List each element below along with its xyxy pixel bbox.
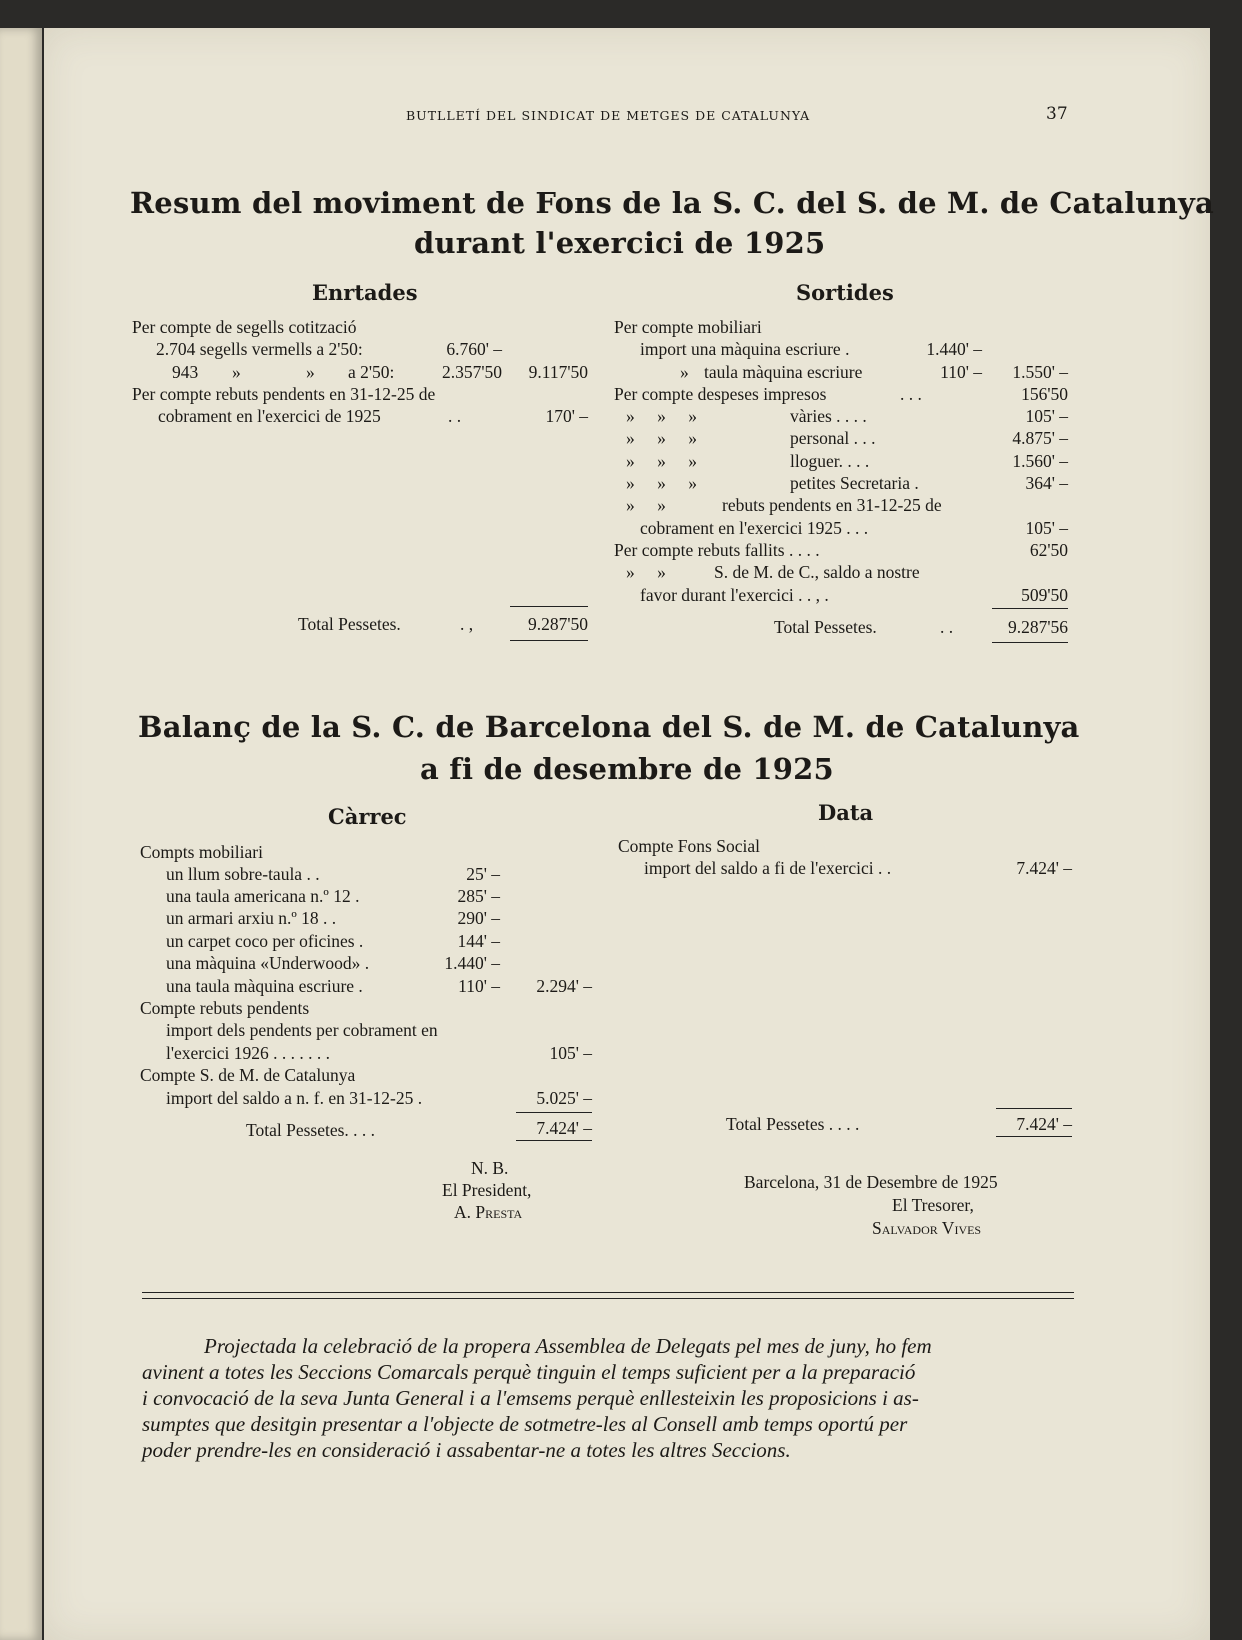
carrec-amount: 144' – <box>457 931 500 951</box>
carrec-amount: 285' – <box>457 886 500 906</box>
entrades-amount: 2.357'50 <box>441 362 502 382</box>
sortides-amount: 1.440' – <box>926 339 982 359</box>
sum-rule <box>516 1140 592 1141</box>
sortides-line: rebuts pendents en 31-12-25 de <box>722 495 942 515</box>
book-spine <box>0 28 42 1640</box>
treasurer-name: Salvador Vives <box>872 1218 982 1238</box>
carrec-line: Compte S. de M. de Catalunya <box>140 1065 356 1085</box>
sum-rule <box>996 1108 1072 1109</box>
separator-rule <box>142 1292 1074 1293</box>
carrec-line: un armari arxiu n.º 18 . . <box>166 908 337 928</box>
entrades-total-label: Total Pessetes. <box>298 614 401 634</box>
notice-line: i convocació de la seva Junta General i a l'emsems perquè enllesteixin les proposicions i as- <box>142 1386 919 1410</box>
sum-rule <box>510 640 588 641</box>
sortides-line: lloguer. . . . <box>790 451 870 471</box>
entrades-total: 170' – <box>545 406 588 426</box>
separator-rule <box>142 1298 1074 1299</box>
sortides-total: 62'50 <box>1029 540 1068 560</box>
entrades-line: 943 <box>172 362 199 382</box>
running-header: BUTLLETÍ DEL SINDICAT DE METGES DE CATALUNYA <box>406 108 811 123</box>
leader-dots: . , <box>460 614 474 634</box>
notice-line: Projectada la celebració de la propera Assemblea de Delegats pel mes de juny, ho fem <box>204 1334 932 1358</box>
notice-line: avinent a totes les Seccions Comarcals perquè tinguin el temps suficient per a la preparació <box>142 1360 916 1384</box>
ditto-mark: » » » <box>626 428 697 448</box>
entrades-amount: 6.760' – <box>446 339 502 359</box>
resum-title-line1: Resum del moviment de Fons de la S. C. del S. de M. de Catalunya <box>130 186 1215 220</box>
carrec-line: una màquina «Underwood» . <box>166 953 370 973</box>
data-line: import del saldo a fi de l'exercici . . <box>644 858 892 878</box>
sortides-total: 156'50 <box>1021 384 1068 404</box>
data-total-label: Total Pessetes . . . . <box>726 1114 860 1134</box>
carrec-line: Compte rebuts pendents <box>140 998 310 1018</box>
data-heading: Data <box>818 800 874 825</box>
ditto-mark: » » » <box>626 406 697 426</box>
sortides-line: petites Secretaria . <box>790 473 919 493</box>
notice-line: poder prendre-les en consideració i assabentar-ne a totes les altres Seccions. <box>142 1438 791 1462</box>
sum-rule <box>510 606 588 607</box>
carrec-line: l'exercici 1926 . . . . . . . <box>166 1043 331 1063</box>
carrec-line: un llum sobre-taula . . <box>166 864 320 884</box>
carrec-line: import dels pendents per cobrament en <box>166 1020 438 1040</box>
entrades-grand-total: 9.287'50 <box>527 614 588 634</box>
sortides-line: cobrament en l'exercici 1925 . . . <box>640 518 869 538</box>
entrades-line: Per compte rebuts pendents en 31-12-25 de <box>132 384 436 404</box>
carrec-total-label: Total Pessetes. . . . <box>246 1120 376 1140</box>
carrec-line: una taula americana n.º 12 . <box>166 886 360 906</box>
carrec-grand-total: 7.424' – <box>536 1118 592 1138</box>
president-name: A. Presta <box>454 1202 523 1222</box>
entrades-line: a 2'50: <box>348 362 395 382</box>
sortides-line: S. de M. de C., saldo a nostre <box>714 562 920 582</box>
ditto-mark: » <box>232 362 241 382</box>
data-line: Compte Fons Social <box>618 836 760 856</box>
sortides-total: 4.875' – <box>1012 428 1068 448</box>
resum-title-line2: durant l'exercici de 1925 <box>414 226 826 260</box>
carrec-amount: 1.440' – <box>444 953 500 973</box>
sortides-line: personal . . . <box>790 428 876 448</box>
sum-rule <box>992 608 1068 609</box>
sum-rule <box>516 1112 592 1113</box>
carrec-line: import del saldo a n. f. en 31-12-25 . <box>166 1088 423 1108</box>
sortides-total: 105' – <box>1025 518 1068 538</box>
sum-rule <box>992 642 1068 643</box>
treasurer-role: El Tresorer, <box>892 1195 974 1215</box>
sortides-line: Per compte mobiliari <box>614 317 762 337</box>
sortides-line: Per compte despeses impresos <box>614 384 827 404</box>
leader-dots: . . <box>940 617 954 637</box>
carrec-total: 105' – <box>549 1043 592 1063</box>
sortides-total: 509'50 <box>1021 585 1068 605</box>
sortides-line: import una màquina escriure . <box>640 339 850 359</box>
carrec-amount: 290' – <box>457 908 500 928</box>
ditto-mark: » » <box>626 495 666 515</box>
president-role: El President, <box>442 1180 532 1200</box>
entrades-line: Per compte de segells cotització <box>132 317 357 337</box>
ditto-mark: » <box>306 362 315 382</box>
data-total: 7.424' – <box>1016 858 1072 878</box>
entrades-heading: Enrtades <box>312 280 418 305</box>
sortides-total: 364' – <box>1025 473 1068 493</box>
entrades-total: 9.117'50 <box>528 362 588 382</box>
sortides-total: 105' – <box>1025 406 1068 426</box>
entrades-line: cobrament en l'exercici de 1925 <box>158 406 381 426</box>
sortides-line: Per compte rebuts fallits . . . . <box>614 540 820 560</box>
carrec-amount: 110' – <box>458 976 500 996</box>
data-grand-total: 7.424' – <box>1016 1114 1072 1134</box>
ditto-mark: » » <box>626 562 666 582</box>
leader-dots: . . . <box>900 384 922 404</box>
carrec-total: 5.025' – <box>536 1088 592 1108</box>
place-date: Barcelona, 31 de Desembre de 1925 <box>744 1172 998 1192</box>
carrec-heading: Càrrec <box>328 804 407 829</box>
ditto-mark: » » » <box>626 473 697 493</box>
sortides-amount: 110' – <box>940 362 982 382</box>
sortides-total: 1.560' – <box>1012 451 1068 471</box>
balanc-title-line2: a fi de desembre de 1925 <box>420 752 834 786</box>
carrec-line: una taula màquina escriure . <box>166 976 363 996</box>
sum-rule <box>996 1136 1072 1137</box>
sortides-line: favor durant l'exercici . . , . <box>640 585 829 605</box>
leader-dots: . . <box>448 406 462 426</box>
sortides-line: vàries . . . . <box>790 406 867 426</box>
page-number: 37 <box>1046 104 1068 124</box>
carrec-line: un carpet coco per oficines . <box>166 931 364 951</box>
sortides-heading: Sortides <box>796 280 894 305</box>
balanc-title-line1: Balanç de la S. C. de Barcelona del S. de M. de Catalunya <box>138 710 1080 744</box>
carrec-line: Compts mobiliari <box>140 842 263 862</box>
sortides-line: taula màquina escriure <box>704 362 863 382</box>
carrec-total: 2.294' – <box>536 976 592 996</box>
sortides-grand-total: 9.287'56 <box>1007 617 1068 637</box>
ditto-mark: » » » <box>626 451 697 471</box>
notice-line: sumptes que desitgin presentar a l'objecte de sotmetre-les al Consell amb temps oportú per <box>142 1412 908 1436</box>
ditto-mark: » <box>680 362 689 382</box>
sortides-total: 1.550' – <box>1012 362 1068 382</box>
carrec-amount: 25' – <box>466 864 500 884</box>
entrades-line: 2.704 segells vermells a 2'50: <box>156 339 363 359</box>
nb-label: N. B. <box>471 1158 509 1178</box>
sortides-total-label: Total Pessetes. <box>774 617 877 637</box>
